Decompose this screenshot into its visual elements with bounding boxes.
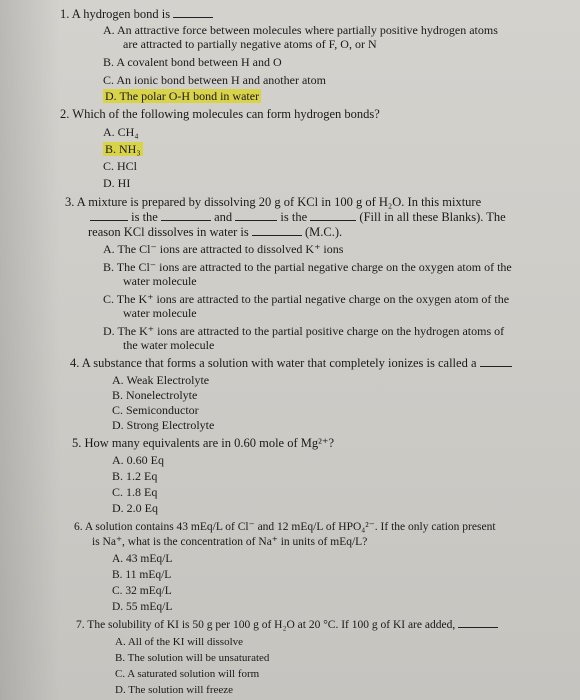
- q1-option-b: B. A covalent bond between H and O: [103, 55, 282, 69]
- q3-blank-5: [252, 235, 302, 236]
- q2-option-b: [103, 143, 143, 156]
- question-4-text: 4. A substance that forms a solution with water that completely ionizes is called a: [70, 356, 477, 370]
- q7-option-c: C. A saturated solution will form: [115, 668, 260, 680]
- question-3-line1: 3. A mixture is prepared by dissolving 20 g of KCl in 100 g of H₂O. In this mixture: [65, 195, 482, 209]
- question-6-line1: 6. A solution contains 43 mEq/L of Cl⁻ and 12 mEq/L of HPO₄²⁻. If the only cation present: [74, 521, 496, 533]
- q3-option-b-line1: B. The Cl⁻ ions are attracted to the partial negative charge on the oxygen atom of the: [103, 260, 512, 274]
- question-2-stem: 2. Which of the following molecules can form hydrogen bonds?: [60, 107, 380, 121]
- q5-option-c: C. 1.8 Eq: [112, 485, 158, 499]
- q5-option-a: A. 0.60 Eq: [112, 453, 164, 467]
- q3-option-d-line2: the water molecule: [123, 338, 215, 352]
- q7-option-a: A. All of the KI will dissolve: [115, 636, 244, 648]
- q4-option-b: B. Nonelectrolyte: [112, 388, 198, 402]
- q6-option-c: C. 32 mEq/L: [112, 585, 172, 597]
- q3-line2-text-c: is the: [280, 210, 308, 224]
- q6-option-d: D. 55 mEq/L: [112, 601, 173, 613]
- q3-option-a: A. The Cl⁻ ions are attracted to dissolved K⁺ ions: [103, 242, 344, 256]
- question-6-line2: is Na⁺, what is the concentration of Na⁺ in units of mEq/L?: [92, 536, 368, 548]
- q3-blank-4: [310, 220, 356, 221]
- q1-option-d: [103, 90, 261, 103]
- q1-option-d-highlight: D. The polar O-H bond in water: [105, 89, 260, 103]
- q3-line2-text-d: (Fill in all these Blanks). The: [359, 210, 506, 224]
- question-7-blank: [458, 627, 498, 628]
- question-5-stem: 5. How many equivalents are in 0.60 mole of Mg²⁺?: [72, 436, 335, 450]
- question-3-line3: [88, 226, 342, 239]
- q4-option-a: A. Weak Electrolyte: [112, 373, 210, 387]
- q3-blank-2: [161, 220, 211, 221]
- question-7-text: 7. The solubility of KI is 50 g per 100 g of H₂O at 20 °C. If 100 g of KI are added,: [76, 619, 456, 631]
- q2-option-d: D. HI: [103, 176, 131, 190]
- question-1-blank: [173, 17, 213, 18]
- page-shadow: [0, 0, 60, 700]
- q7-option-d: D. The solution will freeze: [115, 684, 234, 696]
- q2-option-a: A. CH₄: [103, 125, 139, 139]
- q3-option-c-line2: water molecule: [123, 306, 197, 320]
- q3-line3-text-a: reason KCl dissolves in water is: [88, 225, 249, 239]
- q3-line2-text-b: and: [214, 210, 233, 224]
- q4-option-c: C. Semiconductor: [112, 403, 199, 417]
- q3-blank-3: [235, 220, 277, 221]
- q6-option-a: A. 43 mEq/L: [112, 553, 173, 565]
- q3-line2-text-a: is the: [131, 210, 158, 224]
- question-7-stem: [76, 619, 498, 632]
- q4-option-d: D. Strong Electrolyte: [112, 418, 215, 432]
- q2-option-b-highlight: B. NH₃: [105, 142, 141, 156]
- question-1-text: 1. A hydrogen bond is: [60, 7, 171, 21]
- q3-option-d-line1: D. The K⁺ ions are attracted to the partial positive charge on the hydrogen atoms of: [103, 324, 505, 338]
- question-4-stem: [70, 357, 512, 370]
- q7-option-b: B. The solution will be unsaturated: [115, 652, 270, 664]
- q3-blank-1: [90, 220, 128, 221]
- q1-option-c: C. An ionic bond between H and another atom: [103, 73, 326, 87]
- q1-option-a-line2: are attracted to partially negative atoms of F, O, or N: [123, 37, 377, 51]
- q5-option-b: B. 1.2 Eq: [112, 469, 158, 483]
- q5-option-d: D. 2.0 Eq: [112, 501, 158, 515]
- q3-line3-text-b: (M.C.).: [305, 225, 343, 239]
- q6-option-b: B. 11 mEq/L: [112, 569, 172, 581]
- q1-option-a-line1: A. An attractive force between molecules where partially positive hydrogen atoms: [103, 23, 498, 37]
- q3-option-b-line2: water molecule: [123, 274, 197, 288]
- q2-option-c: C. HCl: [103, 159, 138, 173]
- q3-option-c-line1: C. The K⁺ ions are attracted to the partial negative charge on the oxygen atom of the: [103, 292, 510, 306]
- question-4-blank: [480, 366, 512, 367]
- question-3-line2: [90, 211, 506, 224]
- question-1-stem: [60, 8, 213, 21]
